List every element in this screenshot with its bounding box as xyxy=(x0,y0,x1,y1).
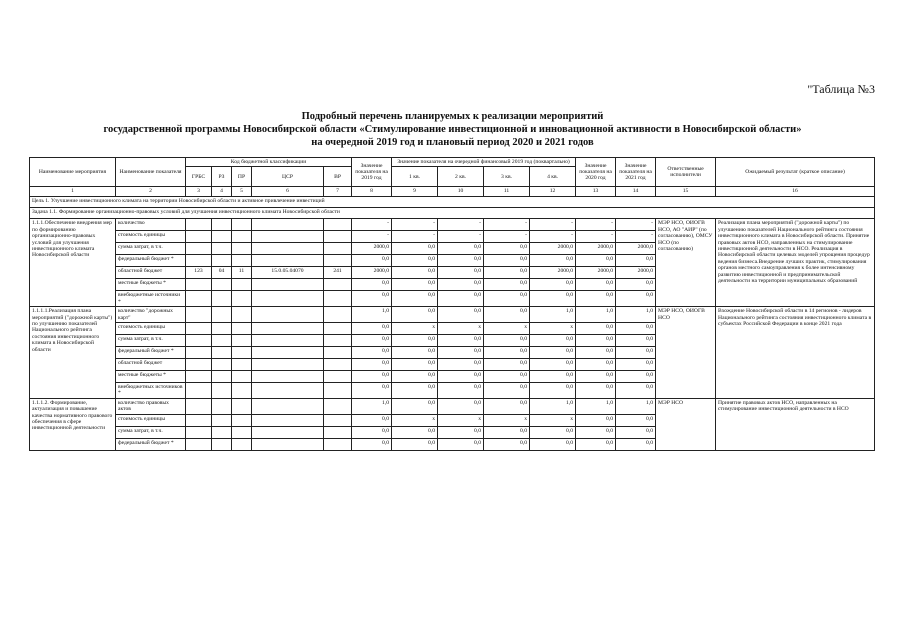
result-cell: Вхождение Новосибирской области в 14 регионов - лидеров Национального рейтинга состояния инвестиционного климата в субъектах Российской Федерации в конце 2021 года xyxy=(716,307,875,399)
value-cell-q2: - xyxy=(438,219,484,231)
value-cell-v2020: 0,0 xyxy=(576,359,616,371)
value-cell-v2019: 0,0 xyxy=(352,323,392,335)
value-cell-grbs xyxy=(186,219,212,231)
value-cell-grbs xyxy=(186,414,212,426)
value-cell-q1: 0,0 xyxy=(392,307,438,323)
column-number: 15 xyxy=(656,187,716,197)
column-number: 2 xyxy=(116,187,186,197)
table-row xyxy=(30,398,875,414)
value-cell-pr xyxy=(232,414,252,426)
value-cell-rz xyxy=(212,291,232,307)
header-value-2021: Значение показателя на 2021 год xyxy=(616,158,656,187)
column-number: 4 xyxy=(212,187,232,197)
value-cell-v2019: 0,0 xyxy=(352,335,392,347)
result-cell: Принятие правовых актов НСО, направленных на стимулирование инвестиционной деятельности в НСО xyxy=(716,398,875,450)
value-cell-pr xyxy=(232,398,252,414)
column-number: 9 xyxy=(392,187,438,197)
value-cell-rz xyxy=(212,243,232,255)
value-cell-v2020: - xyxy=(576,219,616,231)
value-cell-q3: 0,0 xyxy=(484,347,530,359)
value-cell-v2019: - xyxy=(352,231,392,243)
value-cell-v2020: 2000,0 xyxy=(576,243,616,255)
column-number: 16 xyxy=(716,187,875,197)
value-cell-v2020: 0,0 xyxy=(576,371,616,383)
value-cell-q3: 0,0 xyxy=(484,398,530,414)
value-cell-q4: x xyxy=(530,323,576,335)
value-cell-q3: 0,0 xyxy=(484,438,530,450)
indicator-cell: федеральный бюджет * xyxy=(116,347,186,359)
indicator-cell: внебюджетных источников * xyxy=(116,383,186,399)
value-cell-q4: 0,0 xyxy=(530,255,576,267)
value-cell-rz: 04 xyxy=(212,267,232,279)
value-cell-vr xyxy=(324,307,352,323)
value-cell-q2: 0,0 xyxy=(438,307,484,323)
document-title-line-3: на очередной 2019 год и плановый период 2020 и 2021 годов xyxy=(311,137,594,148)
value-cell-rz xyxy=(212,438,232,450)
column-number: 3 xyxy=(186,187,212,197)
header-csr: ЦСР xyxy=(252,167,324,187)
value-cell-q3: - xyxy=(484,231,530,243)
value-cell-vr xyxy=(324,219,352,231)
value-cell-q2: 0,0 xyxy=(438,279,484,291)
value-cell-q3: 0,0 xyxy=(484,359,530,371)
header-q1: 1 кв. xyxy=(392,167,438,187)
value-cell-v2021: 0,0 xyxy=(616,438,656,450)
value-cell-v2021: 0,0 xyxy=(616,347,656,359)
value-cell-q4: - xyxy=(530,231,576,243)
header-pr: ПР xyxy=(232,167,252,187)
header-vr: ВР xyxy=(324,167,352,187)
value-cell-q3: 0,0 xyxy=(484,426,530,438)
value-cell-q2: 0,0 xyxy=(438,255,484,267)
value-cell-v2021: 0,0 xyxy=(616,335,656,347)
value-cell-q1: x xyxy=(392,414,438,426)
value-cell-v2019: 0,0 xyxy=(352,438,392,450)
value-cell-rz xyxy=(212,371,232,383)
value-cell-v2020: 0,0 xyxy=(576,347,616,359)
indicator-cell: внебюджетные источники * xyxy=(116,291,186,307)
result-cell: Реализация плана мероприятий ("дорожной карты") по улучшению показателей Национального рейтинга состояния инвестиционного климата в Новосибирской области. Принятие правовых актов НСО, направленных на стимулирование инвестиционной деятельности в НСО. Реализация в Новосибирской области целевых моделей упрощения процедур ведения бизнеса.Внедрение лучших практик, стимулирования органов местного самоуправления к более интенсивному развитию инвестиционной и предпринимательской деятельности на территории муниципальных образований xyxy=(716,219,875,307)
value-cell-v2019: 1,0 xyxy=(352,307,392,323)
value-cell-q1: 0,0 xyxy=(392,398,438,414)
value-cell-v2019: 0,0 xyxy=(352,426,392,438)
value-cell-q3: 0,0 xyxy=(484,255,530,267)
value-cell-pr xyxy=(232,371,252,383)
value-cell-q1: 0,0 xyxy=(392,267,438,279)
value-cell-pr xyxy=(232,347,252,359)
value-cell-v2021: 0,0 xyxy=(616,255,656,267)
value-cell-q4: 0,0 xyxy=(530,291,576,307)
value-cell-q4: 0,0 xyxy=(530,426,576,438)
value-cell-q4: 0,0 xyxy=(530,438,576,450)
value-cell-q2: 0,0 xyxy=(438,347,484,359)
value-cell-q3: x xyxy=(484,414,530,426)
value-cell-pr xyxy=(232,291,252,307)
value-cell-v2020: 2000,0 xyxy=(576,267,616,279)
value-cell-v2021: 1,0 xyxy=(616,307,656,323)
value-cell-v2019: - xyxy=(352,219,392,231)
value-cell-q4: 1,0 xyxy=(530,307,576,323)
table-header xyxy=(30,158,875,197)
value-cell-q2: x xyxy=(438,323,484,335)
value-cell-q4: 0,0 xyxy=(530,335,576,347)
value-cell-csr xyxy=(252,438,324,450)
value-cell-q2: 0,0 xyxy=(438,398,484,414)
value-cell-v2019: 0,0 xyxy=(352,359,392,371)
value-cell-v2021: 0,0 xyxy=(616,383,656,399)
header-value-2019: Значение показателя на 2019 год xyxy=(352,158,392,187)
value-cell-q1: 0,0 xyxy=(392,438,438,450)
indicator-cell: количество "дорожных карт" xyxy=(116,307,186,323)
event-name-cell: 1.1.1.Обеспечение внедрения мер по формированию организационно-правовых условий для улучшения инвестиционного климата Новосибирской области xyxy=(30,219,116,307)
value-cell-grbs xyxy=(186,243,212,255)
value-cell-grbs xyxy=(186,371,212,383)
header-q3: 3 кв. xyxy=(484,167,530,187)
indicator-cell: федеральный бюджет * xyxy=(116,438,186,450)
column-number: 1 xyxy=(30,187,116,197)
events-table xyxy=(29,157,875,451)
value-cell-q2: 0,0 xyxy=(438,335,484,347)
value-cell-pr xyxy=(232,243,252,255)
value-cell-q2: 0,0 xyxy=(438,359,484,371)
header-indicator-name: Наименование показателя xyxy=(116,158,186,187)
column-number: 11 xyxy=(484,187,530,197)
column-number: 12 xyxy=(530,187,576,197)
value-cell-v2019: 0,0 xyxy=(352,347,392,359)
header-rz: РЗ xyxy=(212,167,232,187)
value-cell-csr xyxy=(252,255,324,267)
value-cell-vr xyxy=(324,255,352,267)
value-cell-q4: - xyxy=(530,219,576,231)
value-cell-rz xyxy=(212,219,232,231)
value-cell-q4: 1,0 xyxy=(530,398,576,414)
value-cell-pr xyxy=(232,219,252,231)
value-cell-q4: 0,0 xyxy=(530,279,576,291)
value-cell-q3: 0,0 xyxy=(484,335,530,347)
value-cell-q2: 0,0 xyxy=(438,383,484,399)
value-cell-pr xyxy=(232,307,252,323)
responsible-cell: МЭР НСО, ОИОГВ НСО, АО "АИР" (по согласованию), ОМСУ НСО (по согласованию) xyxy=(656,219,716,307)
value-cell-v2019: 2000,0 xyxy=(352,243,392,255)
indicator-cell: федеральный бюджет * xyxy=(116,255,186,267)
header-value-2020: Значение показателя на 2020 год xyxy=(576,158,616,187)
value-cell-pr xyxy=(232,279,252,291)
value-cell-v2019: 0,0 xyxy=(352,383,392,399)
column-number: 13 xyxy=(576,187,616,197)
value-cell-csr xyxy=(252,347,324,359)
value-cell-v2021: 0,0 xyxy=(616,426,656,438)
value-cell-q1: 0,0 xyxy=(392,347,438,359)
table-body xyxy=(30,197,875,450)
indicator-cell: стоимость единицы xyxy=(116,231,186,243)
value-cell-rz xyxy=(212,383,232,399)
value-cell-v2020: 1,0 xyxy=(576,398,616,414)
task-row: Задача 1.1. Формирование организационно-правовых условий для улучшения инвестиционного климата Новосибирской области xyxy=(30,208,875,219)
value-cell-rz xyxy=(212,414,232,426)
value-cell-v2020: 0,0 xyxy=(576,438,616,450)
value-cell-v2019: 1,0 xyxy=(352,398,392,414)
value-cell-q1: x xyxy=(392,323,438,335)
responsible-cell: МЭР НСО xyxy=(656,398,716,450)
goal-row: Цель 1. Улучшение инвестиционного климата на территории Новосибирской области и активное привлечение инвестиций xyxy=(30,197,875,208)
value-cell-vr xyxy=(324,323,352,335)
value-cell-q1: 0,0 xyxy=(392,335,438,347)
value-cell-q1: 0,0 xyxy=(392,291,438,307)
column-number: 8 xyxy=(352,187,392,197)
value-cell-v2021: 0,0 xyxy=(616,414,656,426)
value-cell-q2: 0,0 xyxy=(438,438,484,450)
value-cell-q3: x xyxy=(484,323,530,335)
value-cell-rz xyxy=(212,279,232,291)
value-cell-vr xyxy=(324,383,352,399)
value-cell-q2: 0,0 xyxy=(438,371,484,383)
value-cell-csr xyxy=(252,335,324,347)
value-cell-grbs xyxy=(186,359,212,371)
value-cell-v2021: 0,0 xyxy=(616,291,656,307)
column-number: 14 xyxy=(616,187,656,197)
value-cell-v2020: 0,0 xyxy=(576,291,616,307)
value-cell-q4: 0,0 xyxy=(530,359,576,371)
value-cell-grbs xyxy=(186,335,212,347)
value-cell-q1: 0,0 xyxy=(392,279,438,291)
value-cell-pr xyxy=(232,255,252,267)
value-cell-v2019: 0,0 xyxy=(352,414,392,426)
column-number: 10 xyxy=(438,187,484,197)
column-number: 7 xyxy=(324,187,352,197)
value-cell-vr xyxy=(324,231,352,243)
value-cell-rz xyxy=(212,359,232,371)
value-cell-csr xyxy=(252,426,324,438)
value-cell-q4: 2000,0 xyxy=(530,243,576,255)
value-cell-v2021: 1,0 xyxy=(616,398,656,414)
value-cell-q2: x xyxy=(438,414,484,426)
value-cell-rz xyxy=(212,255,232,267)
value-cell-pr xyxy=(232,438,252,450)
value-cell-q3: - xyxy=(484,219,530,231)
value-cell-vr xyxy=(324,398,352,414)
value-cell-q1: 0,0 xyxy=(392,255,438,267)
value-cell-csr xyxy=(252,243,324,255)
value-cell-q1: - xyxy=(392,219,438,231)
value-cell-v2020: 1,0 xyxy=(576,307,616,323)
indicator-cell: сумма затрат, в т.ч. xyxy=(116,335,186,347)
value-cell-rz xyxy=(212,323,232,335)
value-cell-q3: 0,0 xyxy=(484,267,530,279)
indicator-cell: сумма затрат, в т.ч. xyxy=(116,426,186,438)
indicator-cell: стоимость единицы xyxy=(116,323,186,335)
value-cell-grbs xyxy=(186,231,212,243)
value-cell-csr xyxy=(252,231,324,243)
value-cell-rz xyxy=(212,307,232,323)
value-cell-q1: 0,0 xyxy=(392,426,438,438)
value-cell-v2019: 0,0 xyxy=(352,255,392,267)
value-cell-csr xyxy=(252,307,324,323)
indicator-cell: количество правовых актов xyxy=(116,398,186,414)
value-cell-v2021: 0,0 xyxy=(616,359,656,371)
value-cell-csr xyxy=(252,371,324,383)
value-cell-q4: 0,0 xyxy=(530,347,576,359)
header-q4: 4 кв. xyxy=(530,167,576,187)
value-cell-vr xyxy=(324,291,352,307)
header-q2: 2 кв. xyxy=(438,167,484,187)
value-cell-v2021: 0,0 xyxy=(616,371,656,383)
value-cell-v2021: - xyxy=(616,231,656,243)
value-cell-grbs xyxy=(186,255,212,267)
value-cell-vr xyxy=(324,279,352,291)
value-cell-vr xyxy=(324,359,352,371)
value-cell-rz xyxy=(212,231,232,243)
value-cell-v2019: 0,0 xyxy=(352,291,392,307)
value-cell-v2019: 2000,0 xyxy=(352,267,392,279)
value-cell-csr xyxy=(252,279,324,291)
value-cell-q2: 0,0 xyxy=(438,291,484,307)
indicator-cell: областной бюджет xyxy=(116,359,186,371)
value-cell-pr xyxy=(232,323,252,335)
value-cell-vr xyxy=(324,371,352,383)
value-cell-v2020: 0,0 xyxy=(576,335,616,347)
indicator-cell: стоимость единицы xyxy=(116,414,186,426)
value-cell-pr xyxy=(232,231,252,243)
indicator-cell: количество xyxy=(116,219,186,231)
header-grbs: ГРБС xyxy=(186,167,212,187)
value-cell-csr xyxy=(252,323,324,335)
value-cell-q3: 0,0 xyxy=(484,291,530,307)
value-cell-csr xyxy=(252,414,324,426)
indicator-cell: местные бюджеты * xyxy=(116,279,186,291)
header-budget-code: Код бюджетной классификации xyxy=(186,158,352,167)
value-cell-q3: 0,0 xyxy=(484,371,530,383)
value-cell-rz xyxy=(212,426,232,438)
value-cell-pr xyxy=(232,383,252,399)
table-row xyxy=(30,219,875,231)
document-title-line-1: Подробный перечень планируемых к реализации мероприятий xyxy=(301,111,604,122)
value-cell-csr: 15.0.05.04070 xyxy=(252,267,324,279)
value-cell-grbs: 123 xyxy=(186,267,212,279)
value-cell-v2020: 0,0 xyxy=(576,323,616,335)
indicator-cell: местные бюджеты * xyxy=(116,371,186,383)
table-number-label: "Таблица №3 xyxy=(807,82,875,96)
value-cell-pr xyxy=(232,359,252,371)
value-cell-q3: 0,0 xyxy=(484,279,530,291)
value-cell-grbs xyxy=(186,398,212,414)
value-cell-pr: 11 xyxy=(232,267,252,279)
value-cell-csr xyxy=(252,219,324,231)
value-cell-v2019: 0,0 xyxy=(352,279,392,291)
value-cell-q2: - xyxy=(438,231,484,243)
value-cell-v2020: 0,0 xyxy=(576,426,616,438)
value-cell-v2020: - xyxy=(576,231,616,243)
value-cell-pr xyxy=(232,426,252,438)
value-cell-v2020: 0,0 xyxy=(576,414,616,426)
value-cell-v2021: 0,0 xyxy=(616,323,656,335)
column-number: 5 xyxy=(232,187,252,197)
value-cell-vr xyxy=(324,426,352,438)
value-cell-csr xyxy=(252,398,324,414)
value-cell-vr xyxy=(324,438,352,450)
value-cell-v2021: 2000,0 xyxy=(616,267,656,279)
value-cell-vr xyxy=(324,243,352,255)
table-row xyxy=(30,307,875,323)
value-cell-grbs xyxy=(186,291,212,307)
value-cell-vr: 241 xyxy=(324,267,352,279)
value-cell-grbs xyxy=(186,323,212,335)
value-cell-v2021: 0,0 xyxy=(616,279,656,291)
value-cell-v2020: 0,0 xyxy=(576,383,616,399)
responsible-cell: МЭР НСО, ОИОГВ НСО xyxy=(656,307,716,399)
value-cell-q1: - xyxy=(392,231,438,243)
value-cell-q4: x xyxy=(530,414,576,426)
value-cell-q1: 0,0 xyxy=(392,359,438,371)
value-cell-q3: 0,0 xyxy=(484,243,530,255)
value-cell-vr xyxy=(324,335,352,347)
value-cell-grbs xyxy=(186,383,212,399)
value-cell-vr xyxy=(324,347,352,359)
document-title-line-2: государственной программы Новосибирской области «Стимулирование инвестиционной и инновационной активности в Новосибирской области» xyxy=(103,124,802,135)
value-cell-v2019: 0,0 xyxy=(352,371,392,383)
header-event-name: Наименование мероприятия xyxy=(30,158,116,187)
value-cell-grbs xyxy=(186,347,212,359)
value-cell-vr xyxy=(324,414,352,426)
event-name-cell: 1.1.1.1.Реализация плана мероприятий ("дорожной карты") по улучшению показателей Национального рейтинга состояния инвестиционного климата в Новосибирской области xyxy=(30,307,116,399)
column-numbers-row xyxy=(30,187,875,197)
value-cell-csr xyxy=(252,291,324,307)
value-cell-v2021: 2000,0 xyxy=(616,243,656,255)
value-cell-v2021: - xyxy=(616,219,656,231)
value-cell-v2020: 0,0 xyxy=(576,255,616,267)
value-cell-grbs xyxy=(186,307,212,323)
value-cell-grbs xyxy=(186,438,212,450)
value-cell-q1: 0,0 xyxy=(392,383,438,399)
value-cell-pr xyxy=(232,335,252,347)
value-cell-rz xyxy=(212,398,232,414)
value-cell-rz xyxy=(212,347,232,359)
value-cell-grbs xyxy=(186,279,212,291)
value-cell-rz xyxy=(212,335,232,347)
value-cell-q4: 0,0 xyxy=(530,371,576,383)
value-cell-q1: 0,0 xyxy=(392,371,438,383)
value-cell-q2: 0,0 xyxy=(438,243,484,255)
indicator-cell: областной бюджет xyxy=(116,267,186,279)
value-cell-q2: 0,0 xyxy=(438,426,484,438)
header-result: Ожидаемый результат (краткое описание) xyxy=(716,158,875,187)
value-cell-q4: 2000,0 xyxy=(530,267,576,279)
value-cell-q3: 0,0 xyxy=(484,383,530,399)
value-cell-q2: 0,0 xyxy=(438,267,484,279)
value-cell-q1: 0,0 xyxy=(392,243,438,255)
value-cell-q3: 0,0 xyxy=(484,307,530,323)
value-cell-csr xyxy=(252,359,324,371)
value-cell-q4: 0,0 xyxy=(530,383,576,399)
value-cell-grbs xyxy=(186,426,212,438)
header-responsible: Ответственные исполнители xyxy=(656,158,716,187)
value-cell-v2020: 0,0 xyxy=(576,279,616,291)
value-cell-csr xyxy=(252,383,324,399)
event-name-cell: 1.1.1.2. Формирование, актуализация и повышение качества нормативного правового обеспечения в сфере инвестиционной деятельности xyxy=(30,398,116,450)
indicator-cell: сумма затрат, в т.ч. xyxy=(116,243,186,255)
column-number: 6 xyxy=(252,187,324,197)
header-quarterly: Значение показателя на очередной финансовый 2019 год (поквартально) xyxy=(392,158,576,167)
